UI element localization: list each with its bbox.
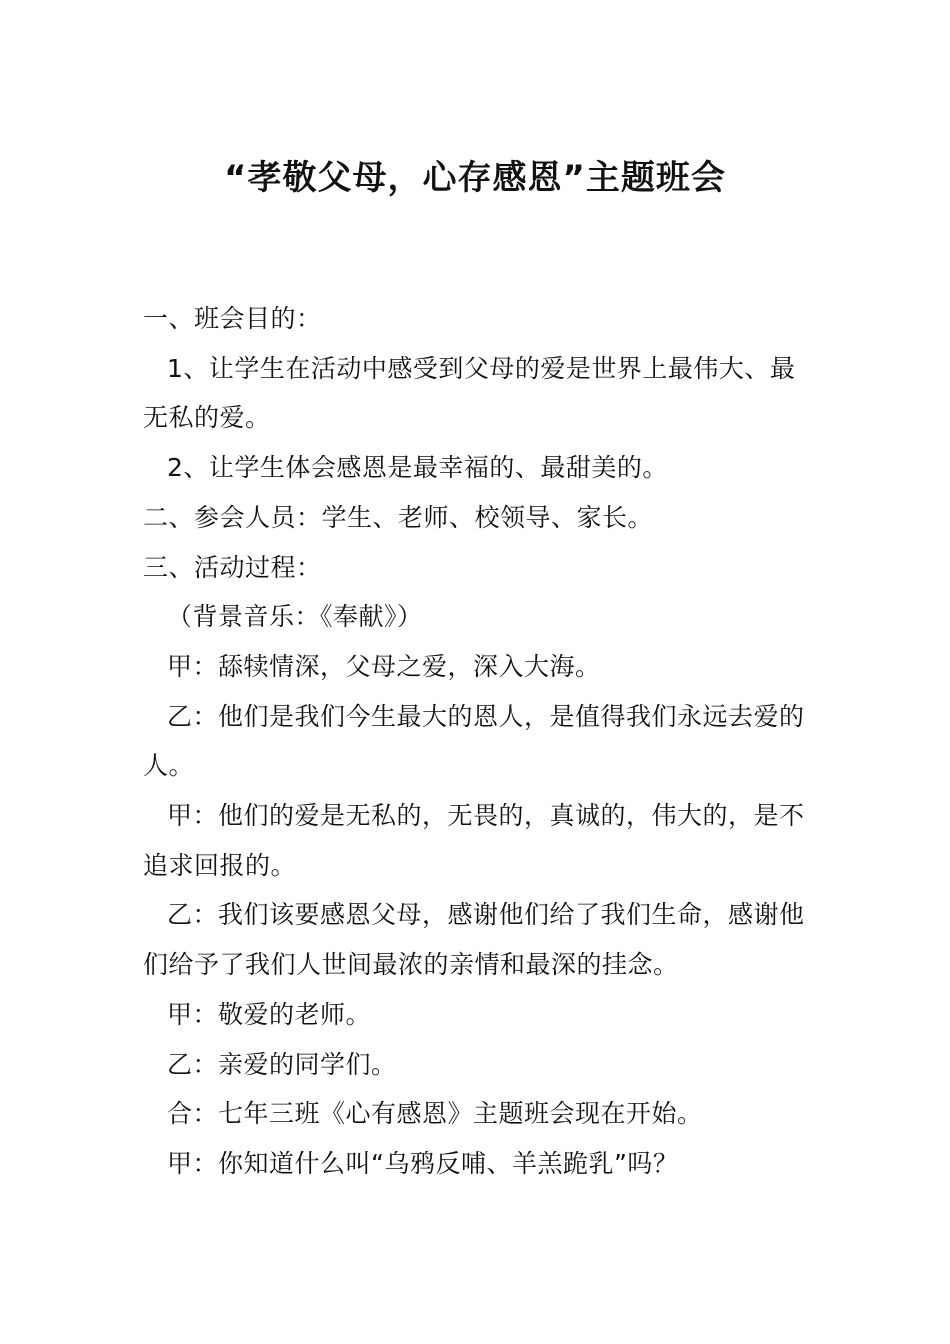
text-line: 1、让学生在活动中感受到父母的爱是世界上最伟大、最 (167, 353, 796, 383)
text-line: 三、活动过程： (143, 552, 322, 582)
text-line: 合：七年三班《心有感恩》主题班会现在开始。 (167, 1099, 703, 1129)
text-line: 一、班会目的： (143, 304, 322, 333)
text-line: 人。 (143, 751, 195, 781)
text-line: 们给予了我们人世间最浓的亲情和最深的挂念。 (143, 950, 679, 980)
text-line: 乙：亲爱的同学们。 (167, 1049, 397, 1079)
text-line: 甲：他们的爱是无私的，无畏的，真诚的，伟大的，是不 (167, 801, 805, 831)
text-line: 乙：我们该要感恩父母，感谢他们给了我们生命，感谢他 (167, 900, 805, 930)
text-line: 甲：敬爱的老师。 (167, 999, 372, 1029)
text-line: 追求回报的。 (143, 850, 297, 880)
text-line: 甲：你知道什么叫“乌鸦反哺、羊羔跪乳”吗？ (167, 1148, 679, 1178)
text-line: 2、让学生体会感恩是最幸福的、最甜美的。 (167, 453, 668, 483)
document-body (143, 294, 813, 1189)
text-line: 二、参会人员：学生、老师、校领导、家长。 (143, 502, 654, 532)
document-title: “孝敬父母，心存感恩”主题班会 (224, 158, 726, 198)
text-line: 无私的爱。 (143, 403, 271, 433)
text-line: 甲：舔犊情深，父母之爱，深入大海。 (167, 651, 601, 681)
text-line: 乙：他们是我们今生最大的恩人，是值得我们永远去爱的 (167, 701, 805, 731)
text-line: （背景音乐：《奉献》） (167, 602, 423, 632)
